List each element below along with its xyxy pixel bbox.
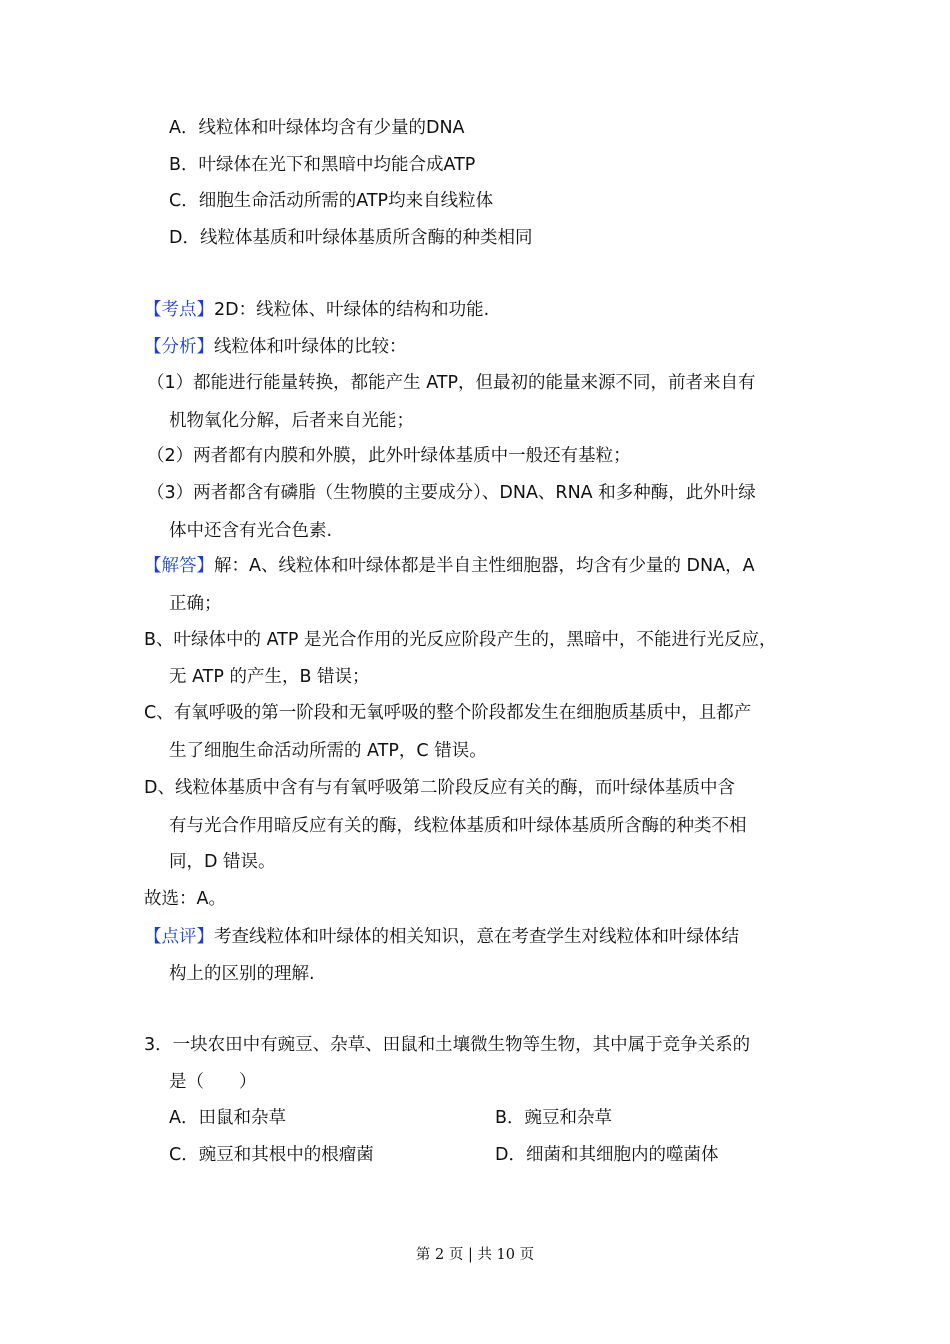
jieda-line-2: B、叶绿体中的 ATP 是光合作用的光反应阶段产生的，黑暗中，不能进行光反应， — [144, 630, 777, 650]
q2-option-a: A．线粒体和叶绿体均含有少量的DNA — [169, 118, 465, 138]
fenxi-line-3: （2）两者都有内膜和外膜，此外叶绿体基质中一般还有基粒； — [147, 446, 631, 466]
fenxi-line-5: 体中还含有光合色素. — [169, 521, 333, 541]
kaodian-line — [144, 298, 489, 322]
jieda-line-7: 有与光合作用暗反应有关的酶，线粒体基质和叶绿体基质所含酶的种类不相 — [169, 816, 747, 836]
jieda-line-4: C、有氧呼吸的第一阶段和无氧呼吸的整个阶段都发生在细胞质基质中，且都产 — [144, 703, 752, 723]
jieda-line-5: 生了细胞生命活动所需的 ATP，C 错误。 — [169, 741, 487, 761]
q3-option-c: C．豌豆和其根中的根瘤菌 — [169, 1145, 374, 1165]
fenxi-line — [144, 335, 407, 359]
kaodian-text: 2D：线粒体、叶绿体的结构和功能. — [214, 300, 490, 320]
fenxi-line-2: 机物氧化分解，后者来自光能； — [169, 411, 414, 431]
fenxi-text: 线粒体和叶绿体的比较： — [214, 337, 407, 357]
jieda-line-9: 故选：A。 — [144, 889, 226, 909]
page-footer: 第 2 页 | 共 10 页 — [415, 1247, 535, 1263]
q2-option-d: D．线粒体基质和叶绿体基质所含酶的种类相同 — [169, 228, 533, 248]
q3-option-b: B．豌豆和杂草 — [495, 1108, 613, 1128]
jieda-tag: 【解答】 — [144, 556, 214, 576]
dianping-tag: 【点评】 — [144, 927, 214, 947]
q3-stem-2: 是（ ） — [169, 1072, 257, 1092]
q3-option-d: D．细菌和其细胞内的噬菌体 — [495, 1145, 719, 1165]
fenxi-line-1: （1）都能进行能量转换，都能产生 ATP，但最初的能量来源不同，前者来自有 — [147, 373, 756, 393]
jieda-line — [144, 554, 755, 578]
jieda-line-3: 无 ATP 的产生，B 错误； — [169, 667, 370, 687]
jieda-line-1: 正确； — [169, 594, 222, 614]
fenxi-line-4: （3）两者都含有磷脂（生物膜的主要成分）、DNA、RNA 和多种酶，此外叶绿 — [147, 483, 756, 503]
dianping-line — [144, 925, 739, 949]
dianping-text: 考查线粒体和叶绿体的相关知识，意在考查学生对线粒体和叶绿体结 — [214, 927, 739, 947]
fenxi-tag: 【分析】 — [144, 337, 214, 357]
kaodian-tag: 【考点】 — [144, 300, 214, 320]
q3-option-a: A．田鼠和杂草 — [169, 1108, 286, 1128]
jieda-line-6: D、线粒体基质中含有与有氧呼吸第二阶段反应有关的酶，而叶绿体基质中含 — [144, 778, 735, 798]
q3-stem-1: 3．一块农田中有豌豆、杂草、田鼠和土壤微生物等生物，其中属于竞争关系的 — [144, 1035, 751, 1055]
jieda-line-8: 同，D 错误。 — [169, 852, 276, 872]
q2-option-c: C．细胞生命活动所需的ATP均来自线粒体 — [169, 191, 494, 211]
dianping-line-2: 构上的区别的理解. — [169, 964, 315, 984]
q2-option-b: B．叶绿体在光下和黑暗中均能合成ATP — [169, 155, 476, 175]
jieda-text: 解：A、线粒体和叶绿体都是半自主性细胞器，均含有少量的 DNA，A — [214, 556, 755, 576]
